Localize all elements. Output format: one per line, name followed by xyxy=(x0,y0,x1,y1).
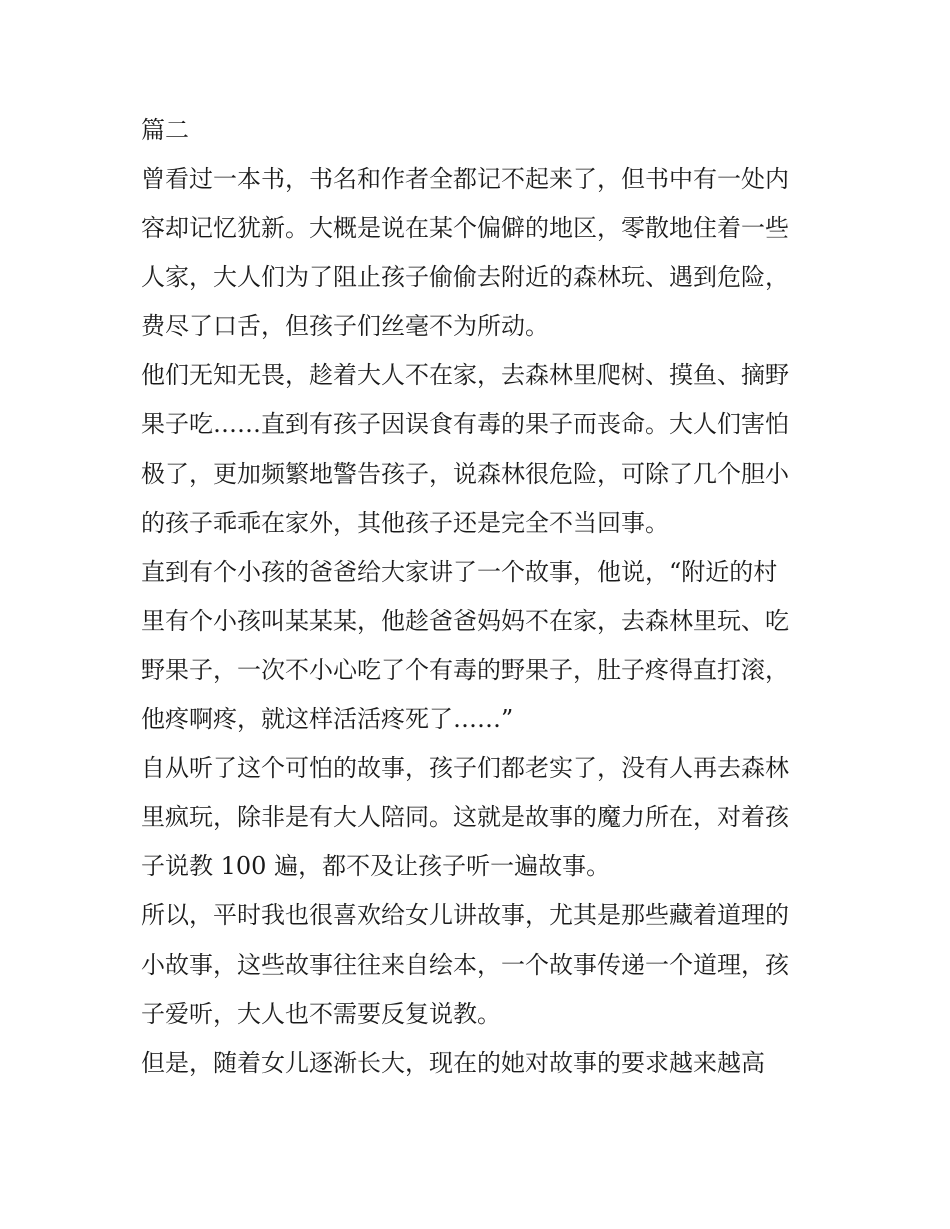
section-heading: 篇二 xyxy=(141,116,189,144)
paragraph-line: 他疼啊疼，就这样活活疼死了……” xyxy=(141,705,514,734)
paragraph-line: 子说教 100 遍，都不及让孩子听一遍故事。 xyxy=(141,852,611,881)
paragraph-line: 但是，随着女儿逐渐长大，现在的她对故事的要求越来越高 xyxy=(141,1048,765,1077)
document-body xyxy=(141,107,813,1088)
paragraph-line: 曾看过一本书，书名和作者全都记不起来了，但书中有一处内 xyxy=(141,165,789,193)
paragraph-line: 果子吃……直到有孩子因误食有毒的果子而丧命。大人们害怕 xyxy=(141,410,789,439)
paragraph-5 xyxy=(141,891,813,1038)
paragraph-line: 里疯玩，除非是有大人陪同。这就是故事的魔力所在，对着孩 xyxy=(141,803,789,832)
paragraph-line: 他们无知无畏，趁着大人不在家，去森林里爬树、摸鱼、摘野 xyxy=(141,361,789,390)
paragraph-4 xyxy=(141,744,813,891)
paragraph-2 xyxy=(141,351,813,547)
paragraph-line: 自从听了这个可怕的故事，孩子们都老实了，没有人再去森林 xyxy=(141,754,789,783)
paragraph-line: 容却记忆犹新。大概是说在某个偏僻的地区，零散地住着一些 xyxy=(141,214,789,243)
paragraph-line: 子爱听，大人也不需要反复说教。 xyxy=(141,999,501,1028)
paragraph-line: 费尽了口舌，但孩子们丝毫不为所动。 xyxy=(141,312,549,341)
paragraph-line: 的孩子乖乖在家外，其他孩子还是完全不当回事。 xyxy=(141,508,669,537)
paragraph-line: 人家，大人们为了阻止孩子偷偷去附近的森林玩、遇到危险， xyxy=(141,263,789,292)
paragraph-line: 直到有个小孩的爸爸给大家讲了一个故事，他说，“附近的村 xyxy=(141,557,778,586)
paragraph-line: 里有个小孩叫某某某，他趁爸爸妈妈不在家，去森林里玩、吃 xyxy=(141,606,789,635)
paragraph-6 xyxy=(141,1039,813,1088)
paragraph-line: 所以，平时我也很喜欢给女儿讲故事，尤其是那些藏着道理的 xyxy=(141,901,789,930)
paragraph-line: 小故事，这些故事往往来自绘本，一个故事传递一个道理，孩 xyxy=(141,950,789,979)
paragraph-3 xyxy=(141,548,813,744)
paragraph-line: 野果子，一次不小心吃了个有毒的野果子，肚子疼得直打滚， xyxy=(141,655,789,684)
paragraph-line: 极了，更加频繁地警告孩子，说森林很危险，可除了几个胆小 xyxy=(141,459,789,488)
paragraph-1 xyxy=(141,155,813,351)
